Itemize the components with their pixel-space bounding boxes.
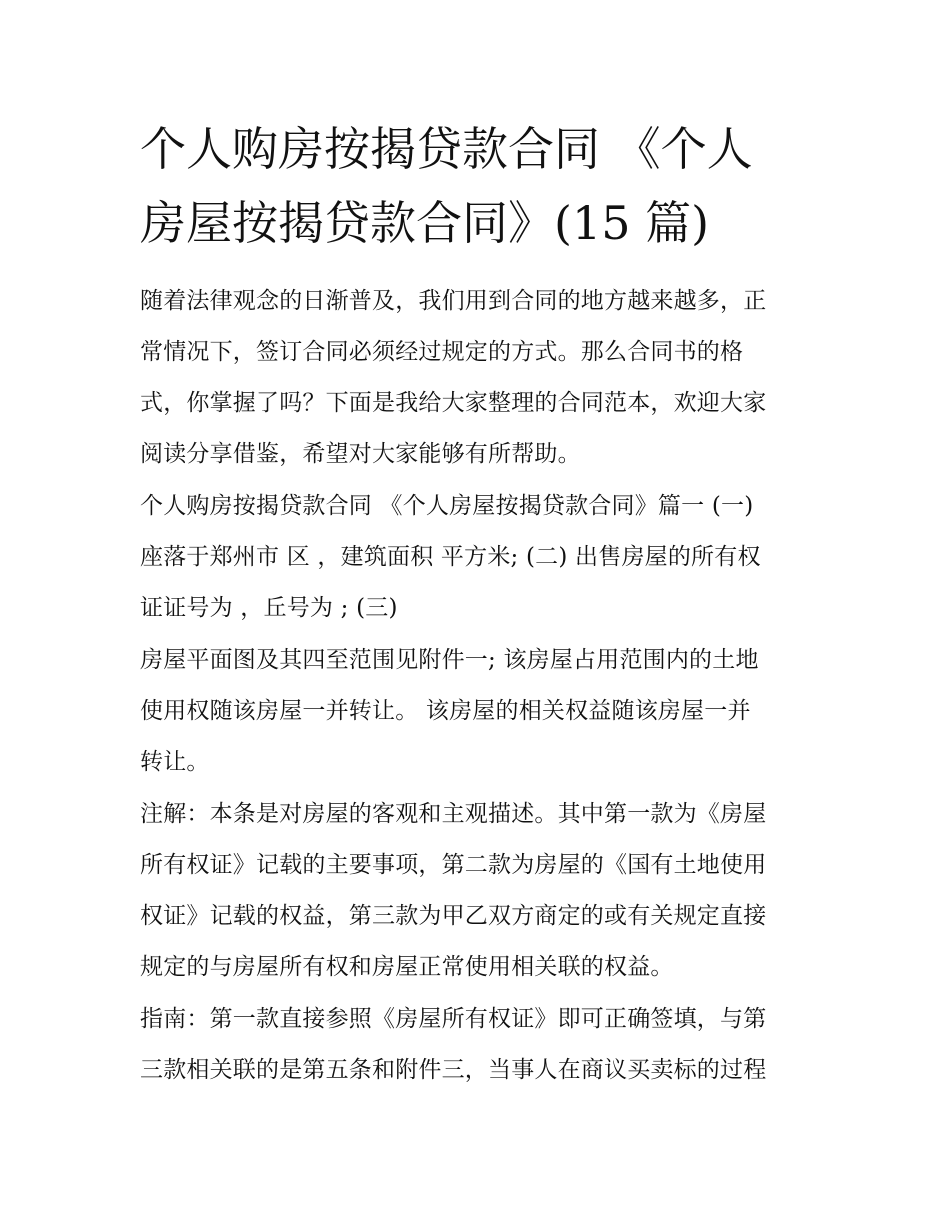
text-line: 三款相关联的是第五条和附件三，当事人在商议买卖标的过程 (140, 1057, 767, 1083)
text-line: 式，你掌握了吗？下面是我给大家整理的合同范本，欢迎大家 (140, 390, 767, 416)
text-line: 随着法律观念的日渐普及，我们用到合同的地方越来越多，正 (140, 288, 767, 314)
text-line: 证证号为 ，丘号为 ; (三) (140, 595, 398, 621)
document-title (140, 112, 820, 260)
text-line: 常情况下，签订合同必须经过规定的方式。那么合同书的格 (140, 339, 744, 365)
text-line: 所有权证》记载的主要事项，第二款为房屋的《国有土地使用 (140, 852, 767, 878)
annotation-paragraph (140, 789, 820, 993)
text-line: 座落于郑州市 区 ，建筑面积 平方米; (二) 出售房屋的所有权 (140, 544, 761, 570)
text-line: 规定的与房屋所有权和房屋正常使用相关联的权益。 (140, 954, 674, 980)
text-line: 使用权随该房屋一并转让。 该房屋的相关权益随该房屋一并 (140, 698, 751, 724)
floor-plan-paragraph (140, 635, 820, 788)
text-line: 注解：本条是对房屋的客观和主观描述。其中第一款为《房屋 (140, 801, 767, 827)
title-line: 个人购房按揭贷款合同 《个人 (140, 122, 753, 176)
intro-paragraph (140, 276, 820, 480)
text-line: 转让。 (140, 749, 210, 775)
text-line: 阅读分享借鉴，希望对大家能够有所帮助。 (140, 441, 581, 467)
section-one-paragraph (140, 481, 820, 634)
text-line: 权证》记载的权益，第三款为甲乙双方商定的或有关规定直接 (140, 903, 767, 929)
document-body (140, 276, 820, 1097)
text-line: 房屋平面图及其四至范围见附件一; 该房屋占用范围内的土地 (140, 647, 759, 673)
guide-paragraph (140, 994, 820, 1096)
text-line: 个人购房按揭贷款合同 《个人房屋按揭贷款合同》篇一 (一) (140, 493, 754, 519)
title-line: 房屋按揭贷款合同》(15 篇) (140, 196, 710, 250)
text-line: 指南：第一款直接参照《房屋所有权证》即可正确签填，与第 (140, 1006, 767, 1032)
